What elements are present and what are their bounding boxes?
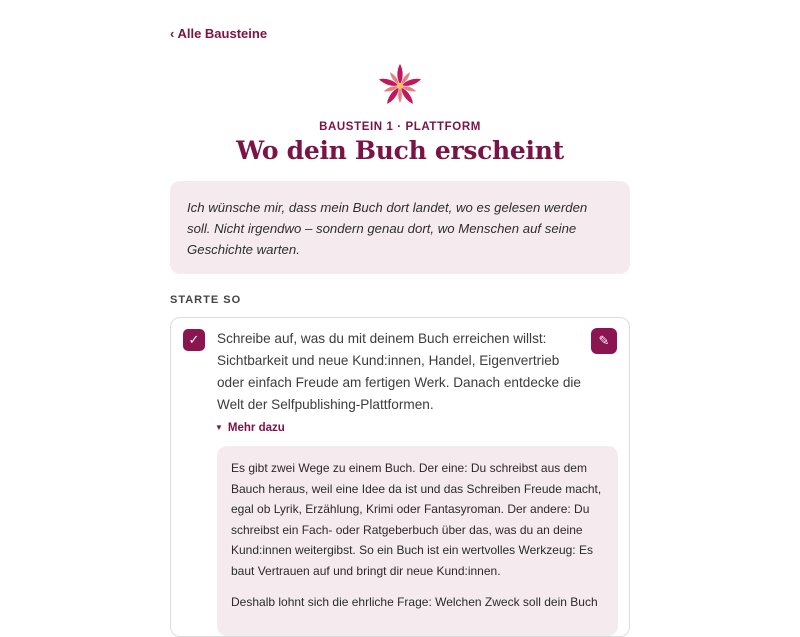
more-details-panel	[217, 446, 618, 636]
caret-down-icon: ▼	[215, 423, 223, 432]
task-description: Schreibe auf, was du mit deinem Buch erreichen willst: Sichtbarkeit und neue Kund:innen, Handel, Eigenvertrieb oder einfach Freude am fertigen Werk. Danach entdecke die Welt der Selfpublishing-Plattformen.	[217, 331, 581, 412]
module-eyebrow: BAUSTEIN 1 · PLATTFORM	[319, 121, 481, 133]
pencil-icon: ✎	[598, 333, 610, 348]
flower-logo-icon	[376, 62, 424, 110]
more-details-toggle[interactable]	[215, 422, 285, 434]
more-details-paragraph: Deshalb lohnt sich die ehrliche Frage: Welchen Zweck soll dein Buch	[231, 595, 598, 609]
page-title: Wo dein Buch erscheint	[236, 136, 564, 165]
section-label: STARTE SO	[170, 294, 242, 306]
more-details-label: Mehr dazu	[227, 422, 285, 434]
intro-quote: Ich wünsche mir, dass mein Buch dort landet, wo es gelesen werden soll. Nicht irgendwo – sondern genau dort, wo Menschen auf seine Geschichte warten.	[170, 181, 630, 274]
back-to-all-modules-link[interactable]: ‹ Alle Bausteine	[170, 26, 268, 41]
more-details-paragraph: Es gibt zwei Wege zu einem Buch. Der eine: Du schreibst aus dem Bauch heraus, weil eine Idee da ist und das Schreiben Freude macht, egal ob Lyrik, Erzählung, Krimi oder Fantasyroman. Der andere: Du schreibst ein Fach- oder Ratgeberbuch über das, was du an deine Kund:innen weitergibst. So ein Buch ist ein wertvolles Werkzeug: Es baut Vertrauen auf und bringt dir neue Kund:innen.	[231, 461, 602, 578]
checkmark-icon[interactable]: ✓	[183, 329, 205, 351]
edit-button[interactable]	[591, 328, 617, 354]
task-card	[170, 317, 630, 637]
